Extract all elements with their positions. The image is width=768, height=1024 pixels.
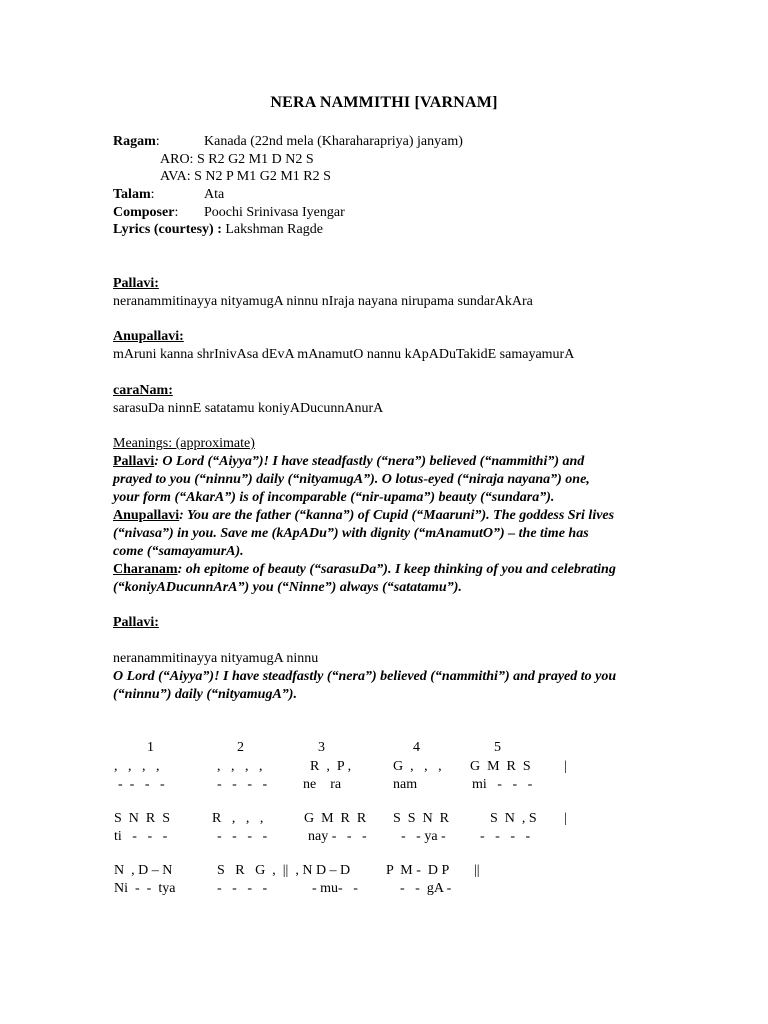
pallavi2-meaning-line1: O Lord (“Aiyya”)! I have steadfastly (“nera”) believed (“nammithi”) and prayed to you: [113, 669, 617, 684]
meaning-charanam-line2: (“koniyADucunnArA”) you (“Ninne”) always (“satatamu”).: [113, 580, 462, 595]
pallavi2-meaning-line2: (“ninnu”) daily (“nityamugA”).: [113, 687, 297, 702]
sahitya-cell: nam: [393, 777, 418, 792]
sahitya-cell: nay - - -: [308, 829, 367, 844]
meanings-heading: Meanings: (approximate): [113, 436, 255, 451]
swara-cell: , , , ,: [217, 759, 263, 774]
beat-number: 1: [147, 740, 154, 755]
lyrics-value: Lakshman Ragde: [225, 222, 323, 237]
swara-cell: S N , S: [490, 811, 537, 826]
pallavi2-text: neranammitinayya nityamugA ninnu: [113, 651, 319, 666]
ragam-value: Kanada (22nd mela (Kharaharapriya) janyam): [204, 134, 463, 149]
composer-row: [113, 204, 178, 222]
swara-cell: R , , ,: [212, 811, 264, 826]
meaning-pallavi-text1: : O Lord (“Aiyya”)! I have steadfastly (“nera”) believed (“nammithi”) and: [154, 454, 585, 469]
avarohanam: AVA: S N2 P M1 G2 M1 R2 S: [160, 169, 331, 184]
meaning-charanam-label: Charanam: [113, 562, 178, 577]
composer-value: Poochi Srinivasa Iyengar: [204, 205, 345, 220]
sahitya-cell: - - - -: [118, 777, 165, 792]
swara-cell: S R G , || , N D – D: [217, 863, 351, 878]
swara-cell: , , , ,: [114, 759, 160, 774]
beat-number: 2: [237, 740, 244, 755]
caranam-text: sarasuDa ninnE satatamu koniyADucunnAnurA: [113, 401, 384, 416]
meaning-pallavi-label: Pallavi: [113, 454, 155, 469]
talam-row: [113, 186, 155, 204]
page-title: NERA NAMMITHI [VARNAM]: [270, 94, 498, 111]
composer-colon: :: [174, 205, 179, 220]
pallavi2-heading: Pallavi:: [113, 615, 159, 630]
meaning-anupallavi-text1: : You are the father (“kanna”) of Cupid (“Maaruni”). The goddess Sri lives: [179, 508, 615, 523]
ragam-label: Ragam: [113, 134, 156, 149]
swara-cell: S S N R: [393, 811, 450, 826]
swara-cell: G M R S: [470, 759, 531, 774]
ragam-colon: :: [155, 134, 160, 149]
meaning-pallavi-line1: [113, 453, 584, 471]
swara-cell: P M - D P: [386, 863, 450, 878]
sahitya-cell: - - - -: [217, 777, 268, 792]
beat-number: 3: [318, 740, 325, 755]
meaning-pallavi-line2: prayed to you (“ninnu”) daily (“nityamugA”). O lotus-eyed (“niraja nayana”) one,: [113, 472, 590, 487]
pallavi-heading: Pallavi:: [113, 276, 159, 291]
meaning-charanam-text1: : oh epitome of beauty (“sarasuDa”). I keep thinking of you and celebrating: [177, 562, 616, 577]
lyrics-label: Lyrics (courtesy) :: [113, 222, 222, 237]
sahitya-cell: Ni - - tya: [114, 881, 176, 896]
sahitya-cell: - - - -: [217, 829, 268, 844]
sahitya-cell: - - - -: [217, 881, 268, 896]
bar-line: |: [564, 811, 567, 826]
sahitya-cell: - - ya -: [401, 829, 446, 844]
swara-cell: N , D – N: [114, 863, 173, 878]
meaning-anupallavi-line2: (“nivasa”) in you. Save me (kApADu”) with dignity (“mAnamutO”) – the time has: [113, 526, 589, 541]
meaning-anupallavi-line3: come (“samayamurA).: [113, 544, 244, 559]
meaning-charanam-line1: [113, 561, 616, 579]
talam-label: Talam: [113, 187, 151, 202]
beat-number: 5: [494, 740, 501, 755]
ragam-row: [113, 133, 160, 151]
sahitya-cell: - - gA -: [400, 881, 452, 896]
lyrics-row: [113, 221, 323, 239]
sahitya-cell: - - - -: [480, 829, 531, 844]
sahitya-cell: ti - - -: [114, 829, 168, 844]
bar-line: ||: [474, 863, 480, 878]
composer-label: Composer: [113, 205, 175, 220]
swara-cell: R , P ,: [310, 759, 352, 774]
swara-cell: S N R S: [114, 811, 171, 826]
meaning-pallavi-line3: your form (“AkarA”) is of incomparable (“nir-upama”) beauty (“sundara”).: [113, 490, 555, 505]
sahitya-cell: mi - - -: [472, 777, 533, 792]
caranam-heading: caraNam:: [113, 383, 173, 398]
arohanam: ARO: S R2 G2 M1 D N2 S: [160, 152, 314, 167]
swara-cell: G , , ,: [393, 759, 442, 774]
meaning-anupallavi-label: Anupallavi: [113, 508, 180, 523]
sahitya-cell: ne ra: [303, 777, 342, 792]
anupallavi-text: mAruni kanna shrInivAsa dEvA mAnamutO nannu kApADuTakidE samayamurA: [113, 347, 575, 362]
beat-number: 4: [413, 740, 420, 755]
swara-cell: G M R R: [304, 811, 367, 826]
meaning-anupallavi-line1: [113, 507, 614, 525]
sahitya-cell: - mu- -: [312, 881, 358, 896]
bar-line: |: [564, 759, 567, 774]
talam-colon: :: [150, 187, 155, 202]
pallavi-text: neranammitinayya nityamugA ninnu nIraja nayana nirupama sundarAkAra: [113, 294, 533, 309]
anupallavi-heading: Anupallavi:: [113, 329, 184, 344]
talam-value: Ata: [204, 187, 225, 202]
